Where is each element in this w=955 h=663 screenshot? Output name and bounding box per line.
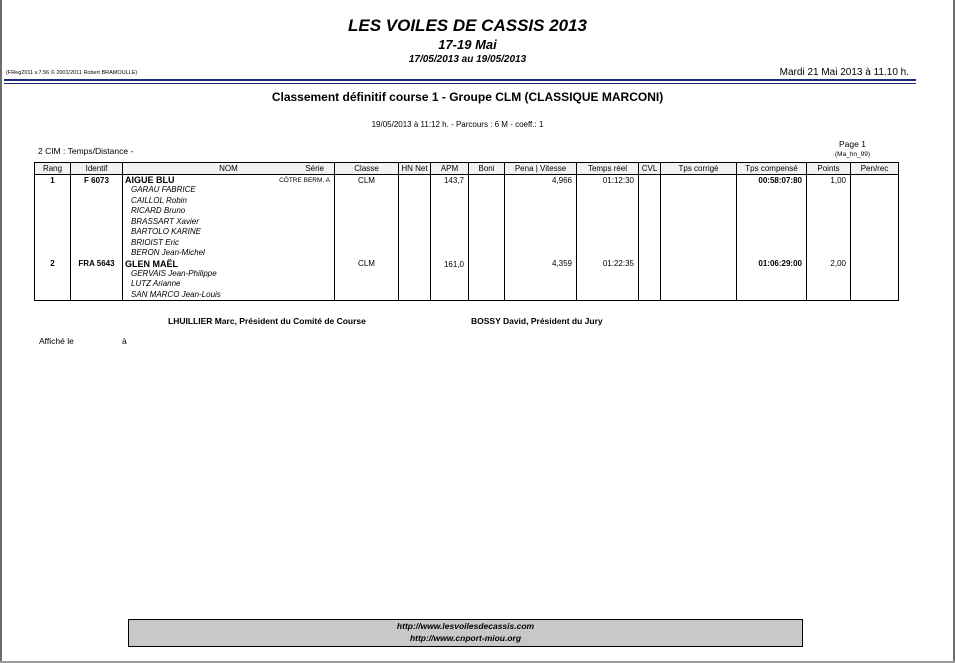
col-apm: APM — [431, 163, 469, 175]
col-tps-corrige: Tps corrigé — [661, 163, 737, 175]
row-rang: 2 — [50, 258, 55, 268]
footer-link-voiles[interactable]: http://www.lesvoilesdecassis.com — [396, 621, 535, 631]
col-pen-rec: Pen/rec — [851, 163, 899, 175]
col-nom-label: NOM — [219, 164, 238, 173]
row-serie — [330, 259, 334, 261]
table-header-row — [35, 163, 899, 175]
col-hn-net: HN Net — [399, 163, 431, 175]
jury-president: BOSSY David, Président du Jury — [471, 316, 603, 326]
col-classe: Classe — [335, 163, 399, 175]
crew-member: BERON Jean-Michel — [131, 248, 205, 257]
row-serie: CÔTRE BERM. A — [279, 177, 330, 184]
scoring-method: 2 CIM : Temps/Distance - — [38, 146, 134, 156]
crew-member: BRIOIST Eric — [131, 237, 180, 247]
footer-links-box — [128, 619, 803, 647]
row-rang: 1 — [50, 176, 55, 185]
row-tps-compense: 00:58:07:80 — [758, 176, 802, 185]
row-points: 2,00 — [830, 258, 846, 268]
row-vitesse: 4,359 — [551, 258, 572, 268]
row-boat-name: GLEN MAËL — [125, 258, 178, 269]
event-range: 17/05/2013 au 19/05/2013 — [408, 54, 527, 65]
col-tps-compense: Tps compensé — [737, 163, 807, 175]
col-nom — [123, 163, 335, 175]
col-identif: Identif — [71, 163, 123, 175]
header-rule-thin — [4, 83, 916, 84]
row-temps-reel: 01:22:35 — [602, 258, 634, 268]
page-number: Page 1 — [839, 139, 866, 149]
footer-link-cnport[interactable]: http://www.cnport-miou.org — [409, 633, 522, 643]
crew-member: RICARD Bruno — [131, 206, 186, 215]
col-pena-vitesse: Pena | Vitesse — [505, 163, 577, 175]
col-boni: Boni — [469, 163, 505, 175]
table-row — [35, 175, 899, 259]
page-code: (Ma_hn_99) — [835, 151, 871, 158]
row-tps-compense: 01:06:29:00 — [758, 258, 802, 268]
row-temps-reel: 01:12:30 — [602, 176, 634, 185]
crew-member: BARTOLO KARINE — [131, 227, 201, 236]
col-temps-reel: Temps réel — [577, 163, 639, 175]
crew-member: LUTZ Arianne — [131, 279, 181, 288]
row-vitesse: 4,966 — [551, 176, 572, 185]
printed-date: Mardi 21 Mai 2013 à 11.10 h. — [779, 67, 909, 78]
col-points: Points — [807, 163, 851, 175]
committee-president: LHUILLIER Marc, Président du Comité de Course — [168, 316, 366, 326]
row-identif: FRA 5643 — [78, 258, 115, 268]
crew-member: GARAU FABRICE — [131, 185, 196, 194]
crew-member: SAN MARCO Jean-Louis — [131, 289, 221, 299]
crew-member: GERVAIS Jean-Philippe — [131, 268, 217, 278]
event-title: LES VOILES DE CASSIS 2013 — [347, 16, 588, 35]
row-boat-name: AIGUE BLU — [125, 175, 175, 185]
posted-at-label: à — [122, 336, 127, 346]
event-dates: 17-19 Mai — [438, 37, 497, 52]
header-rule — [4, 79, 916, 81]
col-cvl: CVL — [639, 163, 661, 175]
row-classe: CLM — [358, 176, 375, 185]
race-title: Classement définitif course 1 - Groupe CLM (CLASSIQUE MARCONI) — [271, 90, 664, 104]
results-table — [34, 162, 899, 301]
posted-label: Affiché le — [39, 336, 74, 346]
row-identif: F 6073 — [84, 176, 109, 185]
software-copyright: (FReg2011 v.7.56 © 2001/2011 Robert BRAMOULLE) — [6, 70, 138, 76]
race-info: 19/05/2013 à 11:12 h. - Parcours : 6 M - coeff.: 1 — [371, 120, 544, 129]
col-serie-label: Série — [305, 164, 324, 173]
row-classe: CLM — [358, 258, 375, 268]
row-points: 1,00 — [830, 176, 846, 185]
crew-member: BRASSART Xavier — [131, 216, 199, 226]
crew-member: CAILLOL Robin — [131, 195, 187, 205]
col-rang: Rang — [35, 163, 71, 175]
table-row — [35, 259, 899, 301]
row-apm: 143,7 — [443, 176, 464, 185]
row-apm: 161,0 — [443, 259, 464, 269]
